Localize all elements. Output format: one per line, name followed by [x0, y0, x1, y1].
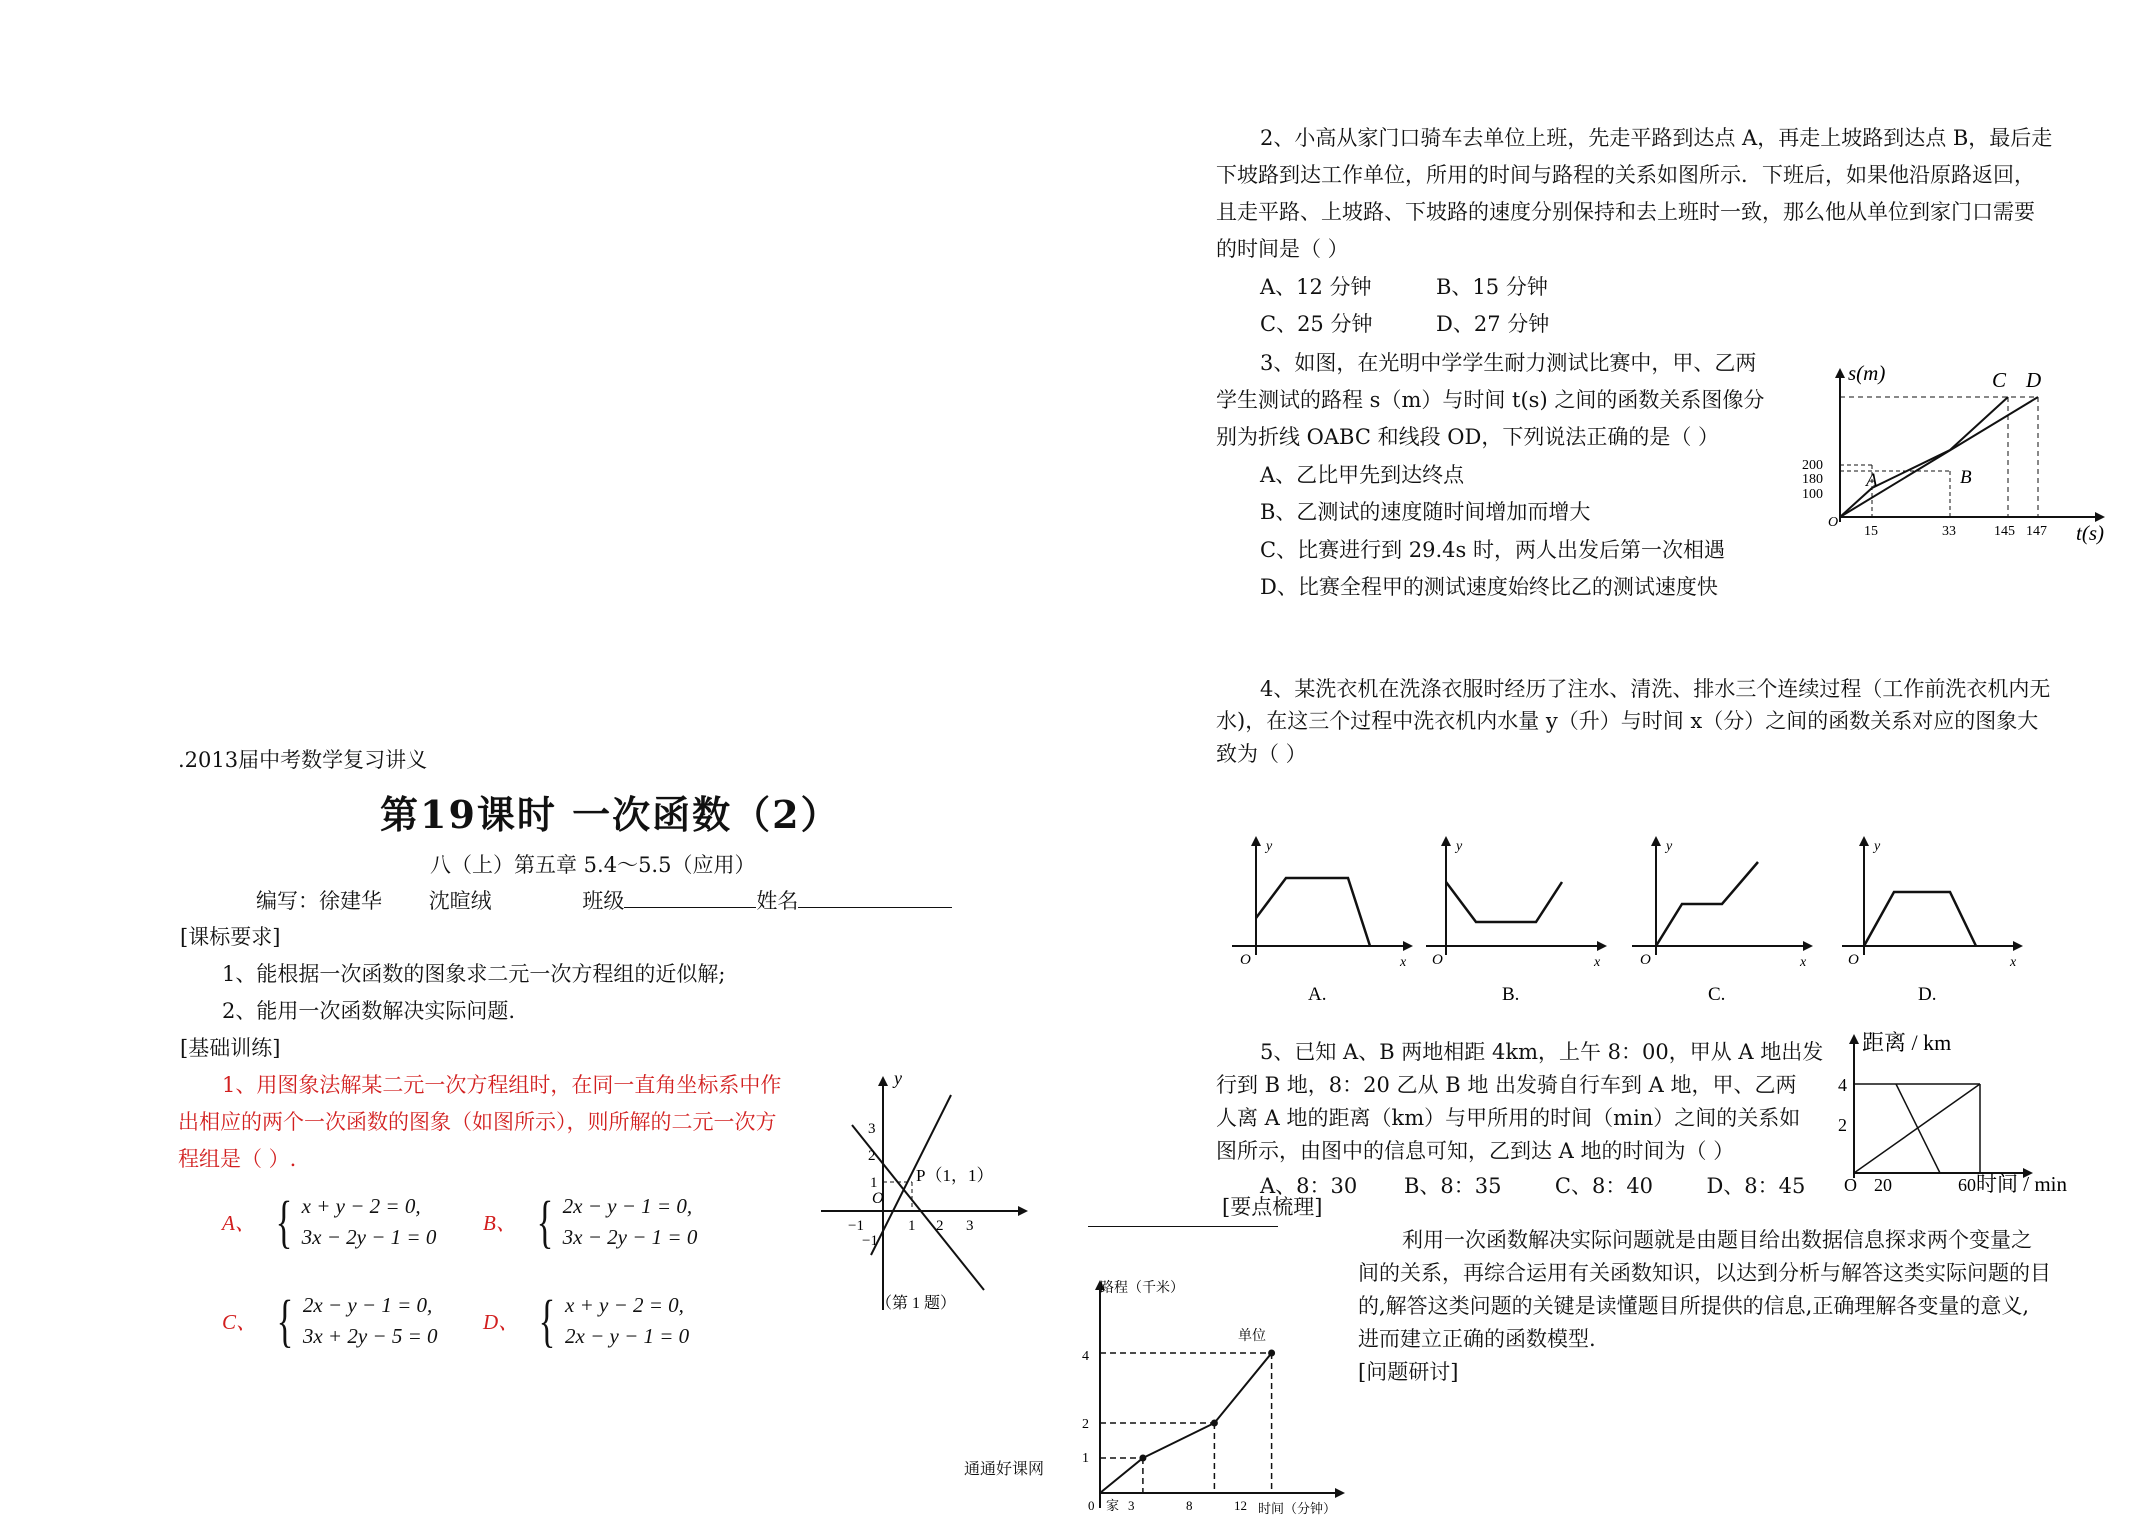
keypoints-heading: [要点梳理] [1222, 1195, 1323, 1219]
q4-line: 4、某洗衣机在洗涤衣服时经历了注水、清洗、排水三个连续过程（工作前洗衣机内无 [1260, 677, 2051, 701]
q5-graph [1828, 1028, 2118, 1198]
q5-tick-20: 20 [1874, 1175, 1892, 1195]
q4-curve-b [1446, 882, 1562, 922]
route-tick-y1: 1 [1082, 1451, 1089, 1466]
option-d-eq2: 2x − y − 1 = 0 [565, 1324, 690, 1348]
author-label: 编写：徐建华 [256, 889, 382, 913]
q4-label-c: C. [1708, 984, 1726, 1005]
option-d-eq1: x + y − 2 = 0, [565, 1293, 684, 1317]
q3-y-label: s(m) [1848, 362, 1886, 385]
fig1-tick: 2 [936, 1218, 944, 1234]
q2-line: 2、小高从家门口骑车去单位上班，先走平路到达点 A，再走上坡路到达点 B，最后走 [1260, 126, 2053, 150]
q3-tick-147: 147 [2026, 524, 2047, 539]
svg-text:x: x [2010, 955, 2017, 970]
option-d-label: D、 [483, 1310, 520, 1334]
name-blank[interactable] [798, 887, 952, 908]
research-heading: [问题研讨] [1358, 1360, 1459, 1384]
fig1-y-label: y [894, 1070, 902, 1088]
q3-tick-33: 33 [1942, 524, 1956, 539]
fig1-tick: 3 [966, 1218, 974, 1234]
q5-y-label: 距离 / km [1862, 1030, 1952, 1055]
curriculum-heading: [课标要求] [180, 925, 281, 949]
q3-origin: O [1828, 515, 1839, 530]
q5-line: 人离 A 地的距离（km）与甲所用的时间（min）之间的关系如 [1216, 1106, 1801, 1130]
svg-text:x: x [1400, 955, 1407, 970]
q3-line-oabc [1840, 397, 2008, 517]
option-b-label: B、 [483, 1211, 517, 1235]
keypoints-line: 的,解答这类问题的关键是读懂题目所提供的信息,正确理解各变量的意义, [1358, 1294, 2030, 1318]
route-tick-x3: 3 [1128, 1498, 1135, 1513]
option-a-eq1: x + y − 2 = 0, [301, 1194, 421, 1218]
option-a-label: A、 [222, 1211, 256, 1235]
option-c-label: C、 [222, 1310, 258, 1334]
q4-label-b: B. [1502, 984, 1520, 1005]
name-label: 姓名 [756, 889, 799, 913]
route-origin: 0 [1088, 1498, 1095, 1513]
q2-option-a[interactable]: A、12 分钟 [1260, 275, 1372, 299]
fig1-tick: −1 [848, 1218, 864, 1234]
q3-option-a[interactable]: A、乙比甲先到达终点 [1260, 463, 1465, 487]
fig1-p-label: P（1，1） [916, 1166, 994, 1185]
q1-line: 程组是（ ）. [178, 1147, 297, 1171]
q2-option-c[interactable]: C、25 分钟 [1260, 312, 1373, 336]
q3-line: 别为折线 OABC 和线段 OD，下列说法正确的是（ ） [1216, 425, 1720, 449]
q3-point-d: D [2026, 368, 2042, 392]
keypoints-line: 进而建立正确的函数模型. [1358, 1327, 1596, 1351]
option-b[interactable]: B、 { 2x − y − 1 = 0, 3x − 2y − 1 = 0 [483, 1189, 698, 1254]
fig1-graph [816, 1070, 1036, 1320]
q5-tick-4: 4 [1838, 1075, 1847, 1095]
q2-line: 的时间是（ ） [1216, 237, 1349, 261]
q3-x-label: t(s) [2076, 521, 2104, 545]
q4-curve-c [1656, 862, 1758, 946]
q3-graph [1800, 362, 2120, 547]
q5-tick-2: 2 [1838, 1115, 1847, 1135]
q5-tick-60: 60 [1958, 1175, 1976, 1195]
q4-graph-a[interactable] [1228, 830, 1418, 1010]
svg-text:O: O [1848, 952, 1859, 968]
route-point [1268, 1350, 1275, 1357]
route-point [1211, 1420, 1218, 1427]
q5-x-label: 时间 / min [1976, 1172, 2068, 1196]
svg-text:O: O [1240, 952, 1251, 968]
q3-tick-145: 145 [1994, 524, 2015, 539]
fig1-tick: 1 [870, 1175, 878, 1191]
q1-line: 出相应的两个一次函数的图象（如图所示），则所解的二元一次方 [178, 1110, 777, 1134]
fig1-tick: 1 [908, 1218, 916, 1234]
q3-option-c[interactable]: C、比赛进行到 29.4s 时，两人出发后第一次相遇 [1260, 538, 1725, 562]
basic-heading: [基础训练] [180, 1036, 281, 1060]
q4-line: 致为（ ） [1216, 742, 1307, 766]
route-tick-x8: 8 [1186, 1498, 1193, 1513]
q3-line: 学生测试的路程 s（m）与时间 t(s) 之间的函数关系图像分 [1216, 388, 1765, 412]
author-line [256, 887, 952, 916]
route-chart [1060, 1268, 1360, 1518]
q3-option-d[interactable]: D、比赛全程甲的测试速度始终比乙的测试速度快 [1260, 575, 1718, 599]
svg-text:x: x [1594, 955, 1601, 970]
q3-point-a: A [1866, 470, 1878, 491]
page-title: 第19课时 一次函数（2） [380, 792, 841, 837]
svg-text:x: x [1800, 955, 1807, 970]
q3-y-arrow [1835, 368, 1845, 378]
q5-options[interactable]: A、8：30 B、8：35 C、8：40 D、8：45 [1260, 1174, 1806, 1198]
svg-text:O: O [1640, 952, 1651, 968]
q3-tick-100: 100 [1802, 487, 1823, 502]
option-c-eq2: 3x + 2y − 5 = 0 [302, 1324, 438, 1348]
route-tick-y2: 2 [1082, 1417, 1089, 1432]
fig1-x-arrow [1018, 1206, 1028, 1216]
q5-line-yi [1896, 1084, 1940, 1173]
series-header: .2013届中考数学复习讲义 [178, 748, 428, 772]
q4-graph-b[interactable] [1422, 830, 1612, 1010]
q3-point-c: C [1992, 368, 2007, 392]
q5-line-jia [1854, 1084, 1980, 1173]
q4-graph-c[interactable] [1628, 830, 1818, 1010]
q3-tick-15: 15 [1864, 524, 1878, 539]
q4-label-a: A. [1308, 984, 1327, 1005]
fig1-caption: （第 1 题） [876, 1295, 957, 1312]
route-tick-y4: 4 [1082, 1349, 1089, 1364]
option-a[interactable]: A、 { x + y − 2 = 0, 3x − 2y − 1 = 0 [222, 1189, 437, 1254]
q5-line: 5、已知 A、B 两地相距 4km，上午 8：00，甲从 A 地出发 [1260, 1040, 1824, 1064]
q4-label-d: D. [1918, 984, 1937, 1005]
chapter-line: 八（上）第五章 5.4～5.5（应用） [430, 853, 756, 877]
q3-line: 3、如图，在光明中学学生耐力测试比赛中，甲、乙两 [1260, 351, 1757, 375]
option-a-eq2: 3x − 2y − 1 = 0 [301, 1225, 437, 1249]
q3-tick-180: 180 [1802, 472, 1823, 487]
route-x-label: 时间（分钟） [1258, 1501, 1337, 1516]
divider-line [1088, 1226, 1278, 1227]
q2-line: 下坡路到达工作单位，所用的时间与路程的关系如图所示．下班后，如果他沿原路返回， [1216, 163, 2035, 187]
keypoints-line: 间的关系，再综合运用有关函数知识，以达到分析与解答这类实际问题的目 [1358, 1261, 2051, 1285]
q3-point-b: B [1960, 467, 1972, 488]
route-x-arrow [1335, 1488, 1345, 1498]
q4-graph-d[interactable] [1838, 830, 2028, 1010]
option-c[interactable]: C、 { 2x − y − 1 = 0, 3x + 2y − 5 = 0 [222, 1288, 438, 1353]
svg-text:y: y [1266, 839, 1273, 854]
footer-watermark: 通通好课网 [964, 1459, 1045, 1478]
fig1-origin: O [872, 1190, 884, 1207]
route-unit-label: 单位 [1238, 1329, 1266, 1344]
option-c-eq1: 2x − y − 1 = 0, [302, 1293, 433, 1317]
fig1-tick: 2 [868, 1148, 876, 1164]
q2-line: 且走平路、上坡路、下坡路的速度分别保持和去上班时一致，那么他从单位到家门口需要 [1216, 200, 2035, 224]
q4-line: 水)，在这三个过程中洗衣机内水量 y（升）与时间 x（分）之间的函数关系对应的图象大 [1216, 709, 2039, 733]
keypoints-line: 利用一次函数解决实际问题就是由题目给出数据信息探求两个变量之 [1402, 1228, 2032, 1252]
svg-text:y: y [1874, 839, 1881, 854]
coauthor: 沈暄绒 [428, 889, 492, 913]
curriculum-item: 1、能根据一次函数的图象求二元一次方程组的近似解; [222, 962, 726, 986]
q5-line: 行到 B 地，8：20 乙从 B 地 出发骑自行车到 A 地，甲、乙两 [1216, 1073, 1797, 1097]
route-point [1139, 1455, 1146, 1462]
svg-text:y: y [1456, 839, 1463, 854]
q2-option-b[interactable]: B、15 分钟 [1436, 275, 1548, 299]
fig1-tick: −1 [862, 1233, 878, 1249]
route-home-label: 家 [1106, 1498, 1120, 1513]
q4-curve-a [1256, 878, 1370, 946]
option-d[interactable]: D、 { x + y − 2 = 0, 2x − y − 1 = 0 [483, 1288, 690, 1353]
fig1-y-arrow [878, 1076, 888, 1086]
q5-line: 图所示，由图中的信息可知，乙到达 A 地的时间为（ ） [1216, 1139, 1735, 1163]
q3-tick-200: 200 [1802, 458, 1823, 473]
class-label: 班级 [582, 889, 625, 913]
q2-option-d[interactable]: D、27 分钟 [1436, 312, 1550, 336]
svg-text:y: y [1666, 839, 1673, 854]
q5-origin: O [1844, 1175, 1857, 1195]
option-b-eq2: 3x − 2y − 1 = 0 [562, 1225, 698, 1249]
class-blank[interactable] [624, 887, 756, 908]
svg-text:O: O [1432, 952, 1443, 968]
q1-line: 1、用图象法解某二元一次方程组时，在同一直角坐标系中作 [222, 1073, 782, 1097]
fig1-tick: 3 [868, 1121, 876, 1137]
q3-option-b[interactable]: B、乙测试的速度随时间增加而增大 [1260, 500, 1591, 524]
route-y-label: 路程（千米） [1100, 1281, 1184, 1296]
q4-curve-d [1864, 892, 1976, 946]
curriculum-item: 2、能用一次函数解决实际问题. [222, 999, 516, 1023]
route-tick-x12: 12 [1234, 1498, 1247, 1513]
option-b-eq1: 2x − y − 1 = 0, [562, 1194, 693, 1218]
